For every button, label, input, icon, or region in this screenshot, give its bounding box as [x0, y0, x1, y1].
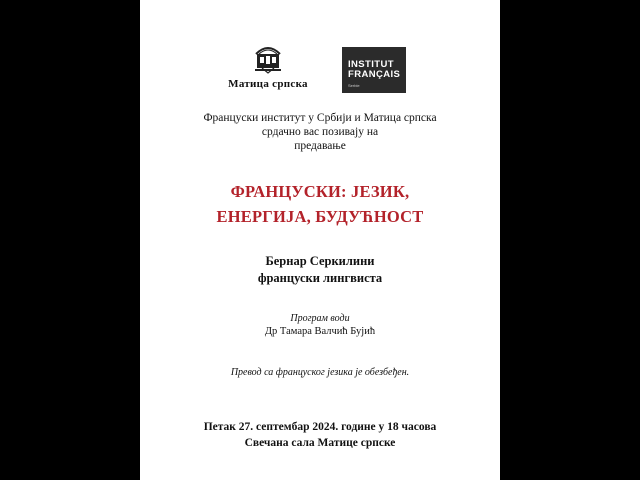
event-datetime: Петак 27. септембар 2024. године у 18 часова — [203, 421, 437, 433]
invitation-line-3: предавање — [294, 140, 346, 152]
seal-emblem-icon — [252, 40, 284, 74]
institut-wordmark-line3: Serbie — [348, 83, 360, 88]
moderator-label: Програм води — [290, 313, 350, 324]
institut-francais-logo — [342, 47, 406, 93]
institut-wordmark-line1: INSTITUT — [348, 59, 394, 70]
speaker-name: Бернар Серкилини — [265, 254, 375, 268]
lecture-title-line-2: ЕНЕРГИЈА, БУДУЋНОСТ — [216, 207, 424, 226]
translation-note: Превод са француског језика је обезбеђен. — [230, 367, 410, 378]
event-venue: Свечана сала Матице српске — [244, 437, 396, 449]
speaker-role: француски лингвиста — [257, 271, 383, 285]
logos-row — [140, 40, 500, 100]
invitation-page — [140, 0, 500, 480]
matica-srpska-wordmark: Матица српска — [228, 78, 308, 90]
institut-wordmark-line2: FRANÇAIS — [348, 69, 401, 80]
lecture-title-line-1: ФРАНЦУСКИ: ЈЕЗИК, — [230, 182, 410, 201]
moderator-name: Др Тамара Валчић Бујић — [264, 326, 376, 337]
invitation-line-1: Француски институт у Србији и Матица српска — [203, 112, 437, 124]
invitation-line-2: срдачно вас позивају на — [261, 126, 379, 138]
matica-srpska-logo — [228, 40, 308, 96]
